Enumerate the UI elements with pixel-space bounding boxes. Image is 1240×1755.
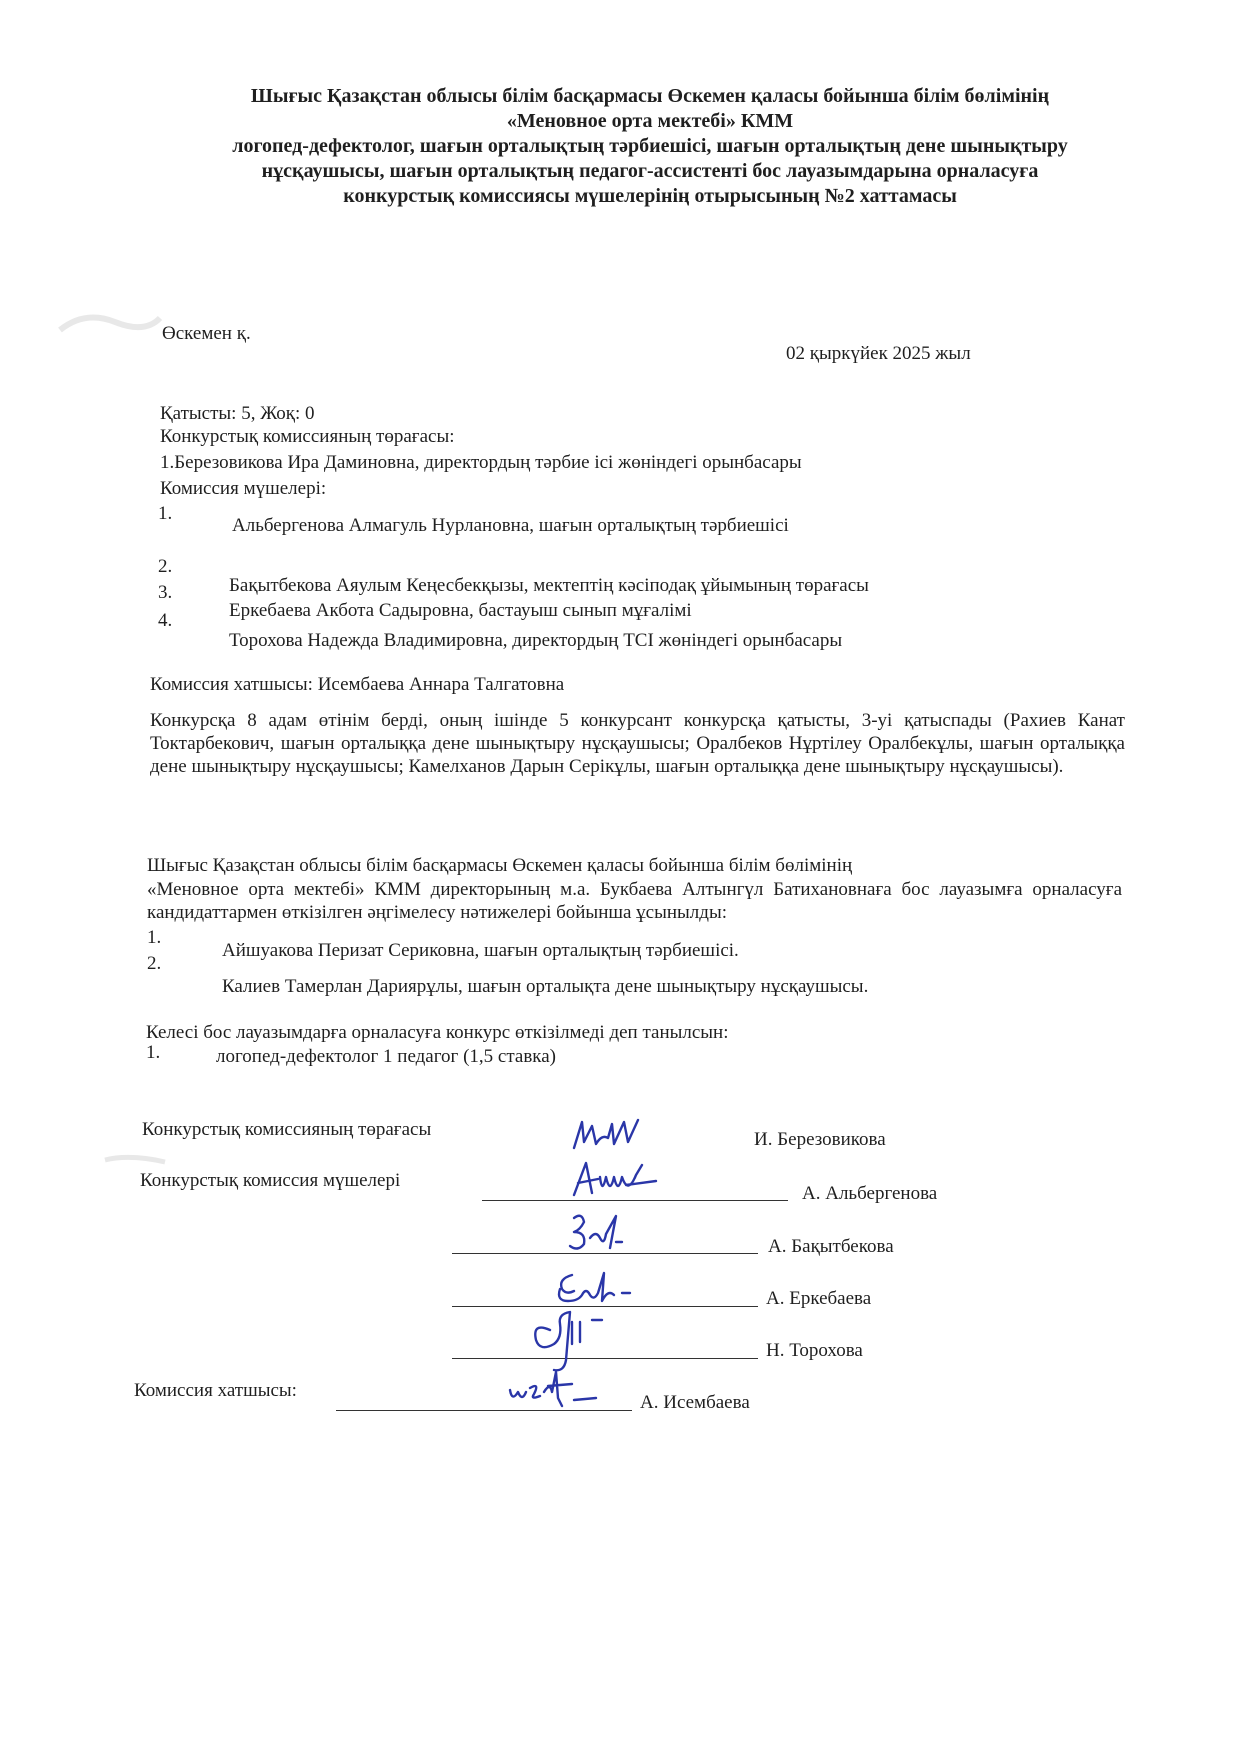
failed-heading: Келесі бос лауазымдарға орналасуға конкурс өткізілмеді деп танылсын: [146,1022,729,1043]
member-name: А. Еркебаева [766,1288,872,1309]
member-num: 2. [158,556,173,577]
failed-num: 1. [146,1042,161,1063]
chair-name: И. Березовикова [754,1129,886,1150]
place: Өскемен қ. [162,323,251,344]
members-signature-label: Конкурстық комиссия мүшелері [140,1170,401,1191]
chair-signature-label: Конкурстық комиссияның төрағасы [142,1119,432,1140]
title-line: «Меновное орта мектебі» КММ [506,110,794,132]
recommendation-num: 1. [147,927,162,948]
member-num: 4. [158,610,173,631]
secretary-signature [500,1362,610,1416]
chair-heading: Конкурстық комиссияның төрағасы: [160,426,455,447]
recommendation-num: 2. [147,953,162,974]
recommendation-line: Шығыс Қазақстан облысы білім басқармасы Өскемен қаласы бойынша білім бөлімінің [147,855,853,876]
secretary: Комиссия хатшысы: Исембаева Аннара Талгатовна [150,674,565,695]
member-name: Н. Торохова [766,1340,863,1361]
scan-smudge [100,1150,170,1170]
member-name: А. Бақытбекова [768,1236,894,1257]
title-line: нұсқаушысы, шағын орталықтың педагог-ассистенті бос лауазымдарына орналасуға [261,160,1039,182]
recommendation-item: Айшуакова Перизат Сериковна, шағын орталықтың тәрбиешісі. [222,940,739,961]
member-item: Альбергенова Алмагуль Нурлановна, шағын орталықтың тәрбиешісі [232,515,789,536]
members-heading: Комиссия мүшелері: [160,478,327,499]
secretary-signature-label: Комиссия хатшысы: [134,1380,297,1401]
member-signature [560,1208,640,1260]
member-item: Торохова Надежда Владимировна, директордың ТСІ жөніндегі орынбасары [229,630,843,651]
title-line: логопед-дефектолог, шағын орталықтың тәрбиешісі, шағын орталықтың дене шынықтыру [232,135,1068,157]
recommendation-paragraph: «Меновное орта мектебі» КММ директорының м.а. Букбаева Алтынгүл Батихановнаға бос лауазымға орналасуға кандидаттармен өткізілген әңгімелесу нәтижелері бойынша ұсынылды: [147,879,1122,923]
title-line: конкурстық комиссиясы мүшелерінің отырысының №2 хаттамасы [343,185,957,207]
secretary-name: А. Исембаева [640,1392,750,1413]
document-title [150,84,1150,209]
title-line: Шығыс Қазақстан облысы білім басқармасы Өскемен қаласы бойынша білім бөлімінің [250,85,1050,107]
member-num: 1. [158,503,173,524]
date: 02 қыркүйек 2025 жыл [786,343,971,364]
attendance: Қатысты: 5, Жоқ: 0 [160,403,315,424]
member-num: 3. [158,582,173,603]
member-name: А. Альбергенова [802,1183,938,1204]
member-signature [566,1155,666,1205]
competition-paragraph: Конкурсқа 8 адам өтінім берді, оның ішінде 5 конкурсант конкурсқа қатысты, 3-уі қатыспады (Рахиев Канат Токтарбекович, шағын орталыққа дене шынықтыру нұсқаушысы; Оралбеков Нұртілеу Оралбекұлы, шағын орталыққа дене шынықтыру нұсқаушысы; Камелханов Дарын Серікұлы, шағын орталыққа дене шынықтыру нұсқаушысы). [150,710,1125,777]
failed-item: логопед-дефектолог 1 педагог (1,5 ставка) [216,1046,556,1067]
recommendation-item: Калиев Тамерлан Дариярұлы, шағын орталықта дене шынықтыру нұсқаушысы. [222,976,869,997]
member-item: Еркебаева Акбота Садыровна, бастауыш сынып мұғалімі [229,600,692,621]
member-item: Бақытбекова Аяулым Кеңесбекқызы, мектептің кәсіподақ ұйымының төрағасы [229,575,869,596]
chair-entry: 1.Березовикова Ира Даминовна, директордың тәрбие ісі жөніндегі орынбасары [160,452,802,473]
chair-signature [568,1112,658,1160]
scan-smudge [55,300,165,350]
